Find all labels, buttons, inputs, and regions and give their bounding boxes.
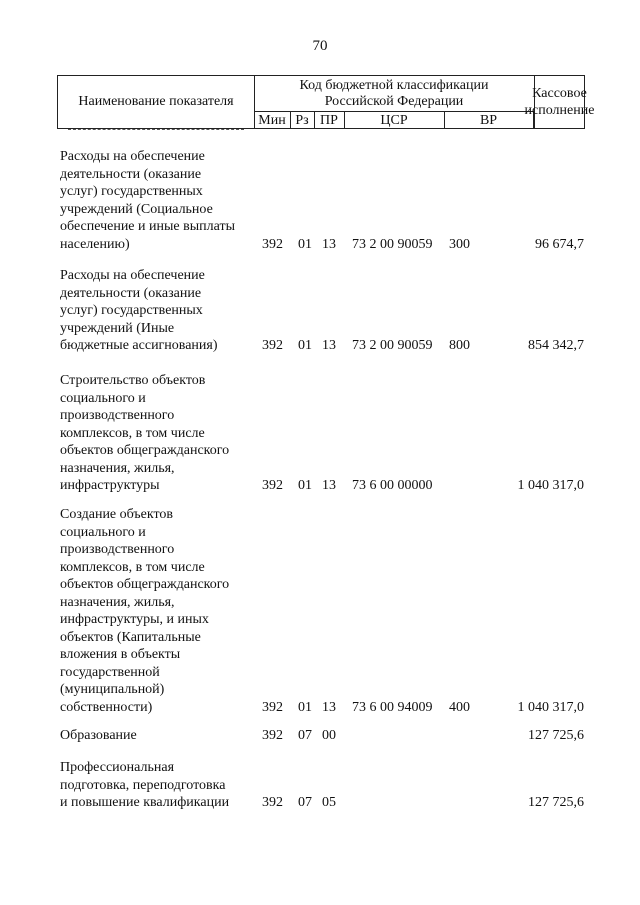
row-name-line: Расходы на обеспечение [60, 149, 205, 164]
cell-pr: 13 [322, 236, 336, 252]
row-name-line: обеспечение и иные выплаты [60, 219, 235, 234]
row-name-line: Профессиональная [60, 760, 175, 775]
row-name-line: государственной [60, 664, 160, 680]
code-title-line2: Российской Федерации [324, 94, 464, 109]
column-header-code [254, 76, 534, 112]
row-name-line: назначения, жилья, [60, 594, 175, 610]
row-name-line: населению) [60, 236, 130, 252]
cell-min: 392 [262, 478, 283, 493]
cell-vr: 800 [449, 338, 470, 353]
row-name-line: социального и [60, 524, 146, 540]
row-name-line: производственного [60, 542, 175, 557]
cell-sum: 127 725,6 [528, 728, 584, 743]
cell-sum: 96 674,7 [535, 236, 584, 252]
exec-title-line2: исполнение [524, 103, 595, 118]
cell-rz: 01 [298, 236, 312, 252]
column-header-vr: ВР [444, 112, 534, 129]
row-name-line: деятельности (оказание [60, 166, 202, 182]
cell-rz: 01 [298, 338, 312, 353]
row-name-line: Создание объектов [60, 507, 174, 522]
cell-pr: 13 [322, 478, 336, 493]
cell-min: 392 [262, 728, 283, 743]
row-name-line: инфраструктуры [60, 478, 160, 493]
row-name-line: объектов общегражданского [60, 443, 230, 458]
row-name-line: назначения, жилья, [60, 460, 175, 476]
row-name-line: инфраструктуры, и иных [60, 612, 209, 627]
cell-min: 392 [262, 699, 283, 715]
cell-min: 392 [262, 795, 283, 810]
cell-vr: 300 [449, 236, 470, 252]
cell-csr: 73 6 00 00000 [352, 478, 433, 493]
row-name-line: социального и [60, 390, 146, 406]
row-name-line: Расходы на обеспечение [60, 268, 205, 283]
column-header-name [58, 76, 255, 128]
cell-vr: 400 [449, 699, 470, 715]
cell-sum: 127 725,6 [528, 795, 584, 810]
row-name-line: комплексов, в том числе [60, 559, 205, 575]
cell-min: 392 [262, 236, 283, 252]
row-name-line: объектов (Капитальные [60, 629, 201, 645]
cell-rz: 07 [298, 795, 312, 810]
cell-csr: 73 6 00 94009 [352, 699, 433, 715]
row-name-line: бюджетные ассигнования) [60, 338, 218, 353]
column-header-name-label: Наименование показателя [78, 94, 234, 109]
cell-pr: 00 [322, 728, 336, 743]
row-name-line: комплексов, в том числе [60, 425, 205, 441]
cell-csr: 73 2 00 90059 [352, 338, 433, 353]
row-name-line: и повышение квалификации [60, 795, 230, 810]
row-name-line: объектов общегражданского [60, 577, 230, 592]
cell-csr: 73 2 00 90059 [352, 236, 433, 252]
row-name-line: вложения в объекты [60, 647, 181, 662]
row-name-line: учреждений (Социальное [60, 201, 213, 217]
cell-sum: 1 040 317,0 [517, 699, 584, 715]
cell-rz: 01 [298, 478, 312, 493]
column-header-exec [524, 76, 595, 128]
cell-rz: 07 [298, 728, 312, 743]
exec-title-line1: Кассовое [532, 86, 587, 101]
row-name [60, 372, 260, 495]
row-name-line: Строительство объектов [60, 373, 206, 388]
column-header-rz: Рз [290, 112, 315, 129]
row-name-line: (муниципальной) [60, 682, 165, 697]
dashed-separator [68, 129, 244, 130]
code-title-line1: Код бюджетной классификации [299, 78, 489, 93]
row-name-line: Образование [60, 728, 137, 743]
row-name [60, 506, 260, 716]
row-name [60, 727, 260, 745]
column-header-csr: ЦСР [344, 112, 445, 129]
row-name-line: услуг) государственных [60, 303, 203, 318]
row-name [60, 267, 260, 355]
row-name-line: деятельности (оказание [60, 285, 202, 301]
row-name-line: собственности) [60, 699, 153, 715]
row-name [60, 148, 260, 253]
cell-sum: 1 040 317,0 [517, 478, 584, 493]
page-number: 70 [312, 38, 328, 54]
row-name-line: подготовка, переподготовка [60, 777, 226, 793]
row-name [60, 759, 260, 812]
row-name-line: услуг) государственных [60, 184, 203, 199]
row-name-line: производственного [60, 408, 175, 423]
cell-pr: 13 [322, 699, 336, 715]
cell-rz: 01 [298, 699, 312, 715]
cell-sum: 854 342,7 [528, 338, 584, 353]
cell-min: 392 [262, 338, 283, 353]
cell-pr: 13 [322, 338, 336, 353]
table-header [57, 75, 595, 129]
column-header-pr: ПР [314, 112, 345, 129]
column-header-min: Мин [254, 112, 291, 129]
row-name-line: учреждений (Иные [60, 320, 175, 336]
cell-pr: 05 [322, 795, 336, 810]
